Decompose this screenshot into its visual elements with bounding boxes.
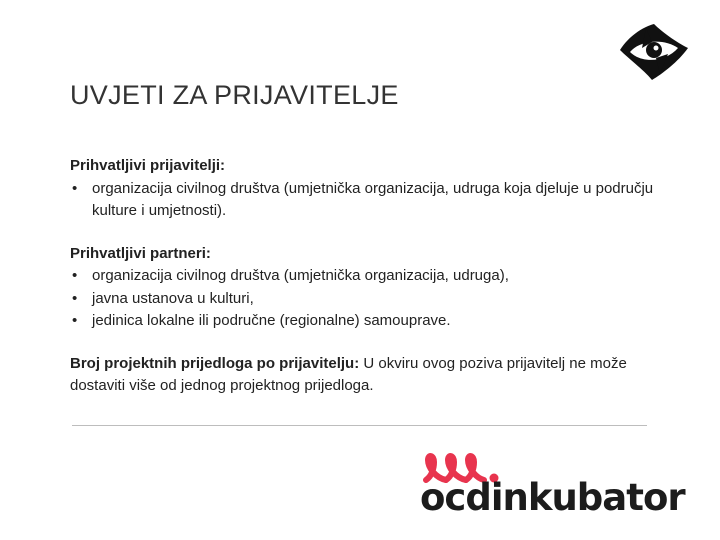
proposals-text: U okviru ovog poziva prijavitelj ne može dostaviti više od jednog projektnog prijedloga. <box>70 354 627 394</box>
list-item <box>70 310 660 333</box>
brand-logo <box>420 450 690 522</box>
eligible-applicants-list <box>70 178 660 223</box>
list-item <box>70 178 660 223</box>
bullet: • <box>72 267 78 284</box>
brand-name: ocdinkubator <box>420 476 685 519</box>
eligible-applicants-heading: Prihvatljivi prijavitelji: <box>70 157 226 174</box>
bullet: • <box>72 312 78 329</box>
list-item-text: jedinica lokalne ili područne (regionalne) samouprave. <box>92 312 451 329</box>
list-item-text: organizacija civilnog društva (umjetnička organizacija, udruga koja djeluje u području kulture i umjetnosti). <box>92 179 654 219</box>
list-item <box>70 288 660 311</box>
list-item-text: javna ustanova u kulturi, <box>92 289 254 307</box>
slide-title: UVJETI ZA PRIJAVITELJE <box>70 80 399 110</box>
list-item-text: organizacija civilnog društva (umjetnička organizacija, udruga), <box>92 267 509 284</box>
divider <box>72 425 647 426</box>
eligible-partners-list <box>70 265 660 333</box>
slide-content <box>70 155 660 418</box>
eligible-partners-heading: Prihvatljivi partneri: <box>70 244 211 262</box>
proposals-section <box>70 353 660 398</box>
eligible-partners-section <box>70 243 660 333</box>
eligible-applicants-section <box>70 155 660 223</box>
proposals-heading: Broj projektnih prijedloga po prijavitelju: <box>70 354 360 372</box>
bullet: • <box>72 179 78 197</box>
eye-diamond-logo-icon <box>616 22 690 82</box>
bullet: • <box>72 289 78 307</box>
list-item <box>70 265 660 288</box>
